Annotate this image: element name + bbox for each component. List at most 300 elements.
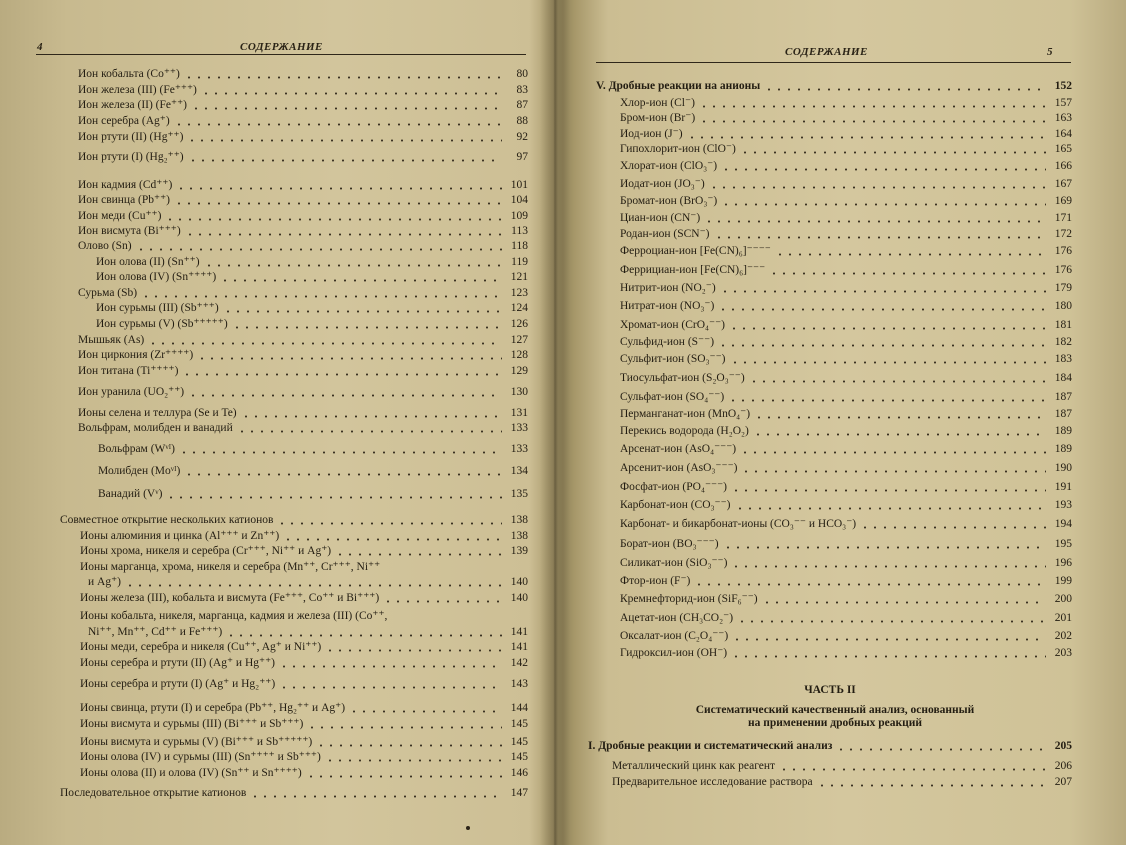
toc-entry: [620, 351, 1072, 367]
toc-entry-title: Перманганат-ион (MnO₄⁻): [620, 408, 751, 420]
toc-entry: [78, 208, 528, 224]
toc-entry: [620, 262, 1072, 278]
dot-leader: [737, 620, 1046, 623]
toc-entry: [78, 238, 528, 254]
toc-entry-title: Ионы олова (IV) и сурьмы (III) (Sn⁺⁺⁺⁺ и Sb⁺⁺⁺): [80, 751, 321, 763]
toc-entry: [620, 441, 1072, 457]
toc-entry-title: Борат-ион (BO₃⁻⁻⁻): [620, 538, 719, 550]
dot-leader: [283, 538, 502, 541]
toc-entry-title: Ионы марганца, хрома, никеля и серебра (Mn⁺⁺, Cr⁺⁺⁺, Ni⁺⁺: [80, 561, 381, 573]
toc-entry-title: Ионы хрома, никеля и серебра (Cr⁺⁺⁺, Ni⁺⁺ и Ag⁺): [80, 545, 332, 557]
toc-entry-page-number: 127: [510, 334, 528, 346]
page-speck: [466, 826, 470, 830]
toc-entry-page-number: 140: [510, 576, 528, 588]
dot-leader: [136, 248, 502, 251]
dot-leader: [191, 107, 502, 110]
toc-entry: [620, 243, 1072, 259]
toc-entry: [620, 95, 1072, 111]
toc-entry: [620, 370, 1072, 386]
toc-entry: [88, 574, 528, 590]
dot-leader: [174, 123, 502, 126]
toc-entry: [96, 254, 528, 270]
toc-entry-title: Сульфид-ион (S⁻⁻): [620, 336, 715, 348]
toc-entry-page-number: 145: [510, 736, 528, 748]
toc-entry-page-number: 196: [1054, 557, 1072, 569]
toc-entry-page-number: 180: [1054, 300, 1072, 312]
toc-entry-title: Ион железа (II) (Fe⁺⁺): [78, 99, 187, 111]
toc-entry-title: Нитрит-ион (NO₂⁻): [620, 282, 716, 294]
toc-entry-page-number: 167: [1054, 178, 1072, 190]
toc-entry-page-number: 199: [1054, 575, 1072, 587]
toc-entry: [620, 628, 1072, 644]
toc-entry-title: Гидроксил-ион (OH⁻): [620, 647, 728, 659]
toc-entry: [78, 384, 528, 400]
toc-entry: [78, 223, 528, 239]
toc-entry-page-number: 141: [510, 641, 528, 653]
toc-entry-title: Фтор-ион (F⁻): [620, 575, 691, 587]
toc-entry-page-number: 83: [516, 84, 528, 96]
toc-entry-page-number: 141: [510, 626, 528, 638]
toc-entry-page-number: 179: [1054, 282, 1072, 294]
dot-leader: [148, 342, 502, 345]
toc-entry: [620, 573, 1072, 589]
toc-entry-page-number: 92: [516, 131, 528, 143]
toc-entry-page-number: 145: [510, 718, 528, 730]
toc-entry-page-number: 138: [510, 530, 528, 542]
left-header-rule: [36, 54, 526, 55]
toc-entry-title: Ионы висмута и сурьмы (V) (Bi⁺⁺⁺ и Sb⁺⁺⁺⁺⁺): [80, 736, 313, 748]
dot-leader: [860, 526, 1046, 529]
toc-entry: [620, 298, 1072, 314]
toc-entry-title: Фосфат-ион (PO₄⁻⁻⁻): [620, 481, 727, 493]
toc-entry-page-number: 195: [1054, 538, 1072, 550]
toc-entry-title: Последовательное открытие катионов: [60, 787, 247, 799]
toc-entry: [78, 129, 528, 145]
dot-leader: [740, 151, 1046, 154]
dot-leader: [836, 748, 1046, 751]
toc-entry-title: Ацетат-ион (CH₃CO₂⁻): [620, 612, 734, 624]
toc-entry-title: I. Дробные реакции и систематический анализ: [588, 740, 833, 752]
toc-entry-title: Иодат-ион (JO₃⁻): [620, 178, 705, 190]
dot-leader: [740, 451, 1046, 454]
toc-entry-page-number: 135: [510, 488, 528, 500]
toc-entry-page-number: 121: [510, 271, 528, 283]
toc-entry-title: Перекись водорода (H₂O₂): [620, 425, 749, 437]
dot-leader: [188, 159, 502, 162]
toc-entry-page-number: 202: [1054, 630, 1072, 642]
toc-entry-title: Сурьма (Sb): [78, 287, 138, 299]
left-page-number: 4: [37, 41, 43, 53]
dot-leader: [762, 601, 1046, 604]
toc-entry-title: Ион свинца (Pb⁺⁺): [78, 194, 171, 206]
toc-entry-title: Предварительное исследование раствора: [612, 776, 813, 788]
dot-leader: [307, 726, 502, 729]
dot-leader: [709, 186, 1046, 189]
toc-entry-title: Ванадий (Vᵛ): [98, 488, 163, 500]
dot-leader: [721, 168, 1046, 171]
toc-entry-title: Ион ртути (I) (Hg₂⁺⁺): [78, 151, 184, 163]
toc-entry-page-number: 157: [1054, 97, 1072, 109]
toc-entry-title: Бромат-ион (BrO₃⁻): [620, 195, 718, 207]
toc-entry-page-number: 171: [1054, 212, 1072, 224]
toc-entry-page-number: 189: [1054, 443, 1072, 455]
toc-entry: [620, 497, 1072, 513]
toc-entry-page-number: 131: [510, 407, 528, 419]
toc-entry-title: Ион уранила (UO₂⁺⁺): [78, 386, 185, 398]
toc-entry-page-number: 187: [1054, 391, 1072, 403]
toc-entry: [78, 347, 528, 363]
toc-entry: [620, 110, 1072, 126]
dot-leader: [165, 218, 502, 221]
toc-entry: [620, 193, 1072, 209]
dot-leader: [721, 203, 1046, 206]
toc-entry-title: Ионы алюминия и цинка (Al⁺⁺⁺ и Zn⁺⁺): [80, 530, 280, 542]
toc-entry-page-number: 128: [510, 349, 528, 361]
dot-leader: [741, 470, 1046, 473]
toc-entry: [78, 363, 528, 379]
dot-leader: [754, 416, 1046, 419]
toc-entry-page-number: 169: [1054, 195, 1072, 207]
toc-entry: [96, 316, 528, 332]
toc-entry-title: Иод-ион (J⁻): [620, 128, 683, 140]
toc-entry: [620, 610, 1072, 626]
toc-entry-title: Бром-ион (Br⁻): [620, 112, 696, 124]
toc-entry: [612, 774, 1072, 790]
toc-entry-page-number: 88: [516, 115, 528, 127]
right-running-head: СОДЕРЖАНИЕ: [785, 46, 868, 58]
dot-leader: [749, 380, 1046, 383]
toc-entry: [80, 543, 528, 559]
dot-leader: [204, 264, 502, 267]
toc-entry: [620, 423, 1072, 439]
toc-entry-title: Карбонат-ион (CO₃⁻⁻): [620, 499, 731, 511]
toc-entry-page-number: 145: [510, 751, 528, 763]
toc-entry: [612, 758, 1072, 774]
toc-entry: [80, 608, 528, 624]
toc-entry-title: Вольфрам (Wᵛᴵ): [98, 443, 175, 455]
toc-entry-title: Ион кадмия (Cd⁺⁺): [78, 179, 173, 191]
toc-entry-title: Ni⁺⁺, Mn⁺⁺, Cd⁺⁺ и Fe⁺⁺⁺): [88, 626, 223, 638]
toc-entry: [80, 590, 528, 606]
dot-leader: [125, 584, 502, 587]
dot-leader: [226, 634, 502, 637]
toc-entry-title: Ион олова (IV) (Sn⁺⁺⁺⁺): [96, 271, 217, 283]
dot-leader: [729, 327, 1046, 330]
toc-entry-page-number: 80: [516, 68, 528, 80]
dot-leader: [817, 784, 1046, 787]
dot-leader: [179, 451, 502, 454]
dot-leader: [220, 279, 502, 282]
dot-leader: [753, 433, 1046, 436]
dot-leader: [731, 565, 1046, 568]
dot-leader: [174, 202, 502, 205]
part-subtitle-line-2: на применении дробных реакций: [747, 717, 923, 729]
dot-leader: [241, 415, 502, 418]
dot-leader: [185, 233, 502, 236]
dot-leader: [184, 76, 502, 79]
toc-entry: [98, 441, 528, 457]
toc-entry-page-number: 119: [511, 256, 528, 268]
toc-entry-page-number: 142: [510, 657, 528, 669]
part-subtitle-line-1: Систематический качественный анализ, основанный: [695, 704, 975, 716]
toc-entry-page-number: 189: [1054, 425, 1072, 437]
toc-entry: [620, 334, 1072, 350]
toc-entry-title: Оксалат-ион (C₂O₄⁻⁻): [620, 630, 729, 642]
toc-entry-page-number: 109: [510, 210, 528, 222]
dot-leader: [176, 187, 502, 190]
toc-entry: [620, 280, 1072, 296]
toc-entry-title: Ион железа (III) (Fe⁺⁺⁺): [78, 84, 197, 96]
toc-entry-page-number: 146: [510, 767, 528, 779]
toc-entry: [80, 734, 528, 750]
toc-entry-page-number: 205: [1054, 740, 1072, 752]
toc-entry: [620, 536, 1072, 552]
toc-entry-page-number: 144: [510, 702, 528, 714]
toc-entry-page-number: 101: [510, 179, 528, 191]
toc-entry: [60, 785, 528, 801]
dot-leader: [730, 361, 1046, 364]
toc-entry: [80, 716, 528, 732]
toc-entry: [78, 332, 528, 348]
toc-entry-page-number: 97: [516, 151, 528, 163]
toc-entry: [60, 512, 528, 528]
dot-leader: [732, 638, 1046, 641]
toc-entry: [98, 463, 528, 479]
toc-entry: [78, 82, 528, 98]
toc-entry-page-number: 104: [510, 194, 528, 206]
dot-leader: [718, 344, 1046, 347]
toc-entry-page-number: 207: [1054, 776, 1072, 788]
toc-entry-title: Кремнефторид-ион (SiF₆⁻⁻): [620, 593, 758, 605]
toc-entry: [620, 317, 1072, 333]
toc-entry-page-number: 172: [1054, 228, 1072, 240]
toc-entry-title: Арсенат-ион (AsO₄⁻⁻⁻): [620, 443, 737, 455]
toc-entry: [620, 141, 1072, 157]
toc-entry-page-number: 184: [1054, 372, 1072, 384]
toc-entry-page-number: 126: [510, 318, 528, 330]
toc-entry-page-number: 206: [1054, 760, 1072, 772]
toc-entry: [80, 655, 528, 671]
toc-entry-title: Ион сурьмы (III) (Sb⁺⁺⁺): [96, 302, 219, 314]
toc-entry: [98, 486, 528, 502]
toc-entry: [96, 300, 528, 316]
dot-leader: [184, 473, 502, 476]
toc-entry-page-number: 143: [510, 678, 528, 690]
dot-leader: [325, 759, 502, 762]
toc-entry: [78, 66, 528, 82]
dot-leader: [779, 768, 1046, 771]
toc-entry: [80, 559, 528, 575]
toc-entry-title: Арсенит-ион (AsO₃⁻⁻⁻): [620, 462, 738, 474]
toc-entry-page-number: 130: [510, 386, 528, 398]
toc-entry: [78, 420, 528, 436]
toc-entry: [78, 285, 528, 301]
toc-entry: [78, 97, 528, 113]
toc-entry-title: Тиосульфат-ион (S₂O₃⁻⁻): [620, 372, 745, 384]
dot-leader: [316, 744, 502, 747]
toc-entry-title: Ионы кобальта, никеля, марганца, кадмия и железа (III) (Co⁺⁺,: [80, 610, 388, 622]
toc-entry-page-number: 190: [1054, 462, 1072, 474]
toc-entry: [620, 389, 1072, 405]
right-header-rule: [596, 62, 1071, 63]
dot-leader: [699, 120, 1046, 123]
dot-leader: [769, 272, 1046, 275]
toc-entry-title: Ионы олова (II) и олова (IV) (Sn⁺⁺ и Sn⁺⁺⁺⁺): [80, 767, 302, 779]
toc-entry-title: Хлор-ион (Cl⁻): [620, 97, 695, 109]
toc-entry-title: Карбонат- и бикарбонат-ионы (CO₃⁻⁻ и HCO₃⁻): [620, 518, 857, 530]
toc-entry-title: Ион сурьмы (V) (Sb⁺⁺⁺⁺⁺): [96, 318, 228, 330]
toc-entry-title: Ионы меди, серебра и никеля (Cu⁺⁺, Ag⁺ и Ni⁺⁺): [80, 641, 322, 653]
toc-entry: [620, 479, 1072, 495]
toc-entry-title: Ион циркония (Zr⁺⁺⁺⁺): [78, 349, 194, 361]
toc-entry-page-number: 133: [510, 422, 528, 434]
toc-entry: [78, 192, 528, 208]
toc-entry-title: Мышьяк (As): [78, 334, 145, 346]
toc-entry-title: Циан-ион (CN⁻): [620, 212, 701, 224]
toc-entry-title: Ион титана (Ti⁺⁺⁺⁺): [78, 365, 179, 377]
toc-entry-page-number: 129: [510, 365, 528, 377]
toc-entry-page-number: 200: [1054, 593, 1072, 605]
toc-entry-page-number: 191: [1054, 481, 1072, 493]
toc-entry-page-number: 138: [510, 514, 528, 526]
section-heading-fractional-reactions: [588, 738, 1072, 754]
toc-entry: [80, 765, 528, 781]
toc-entry-page-number: 87: [516, 99, 528, 111]
toc-entry-page-number: 163: [1054, 112, 1072, 124]
dot-leader: [699, 105, 1046, 108]
toc-entry-page-number: 139: [510, 545, 528, 557]
toc-entry-page-number: 194: [1054, 518, 1072, 530]
toc-entry-title: Ион меди (Cu⁺⁺): [78, 210, 162, 222]
dot-leader: [232, 326, 502, 329]
dot-leader: [731, 655, 1046, 658]
toc-entry-page-number: 203: [1054, 647, 1072, 659]
dot-leader: [279, 686, 502, 689]
left-page: [0, 0, 556, 845]
dot-leader: [187, 139, 502, 142]
toc-entry-page-number: 176: [1054, 264, 1072, 276]
toc-entry: [620, 591, 1072, 607]
dot-leader: [277, 522, 502, 525]
toc-entry-page-number: 166: [1054, 160, 1072, 172]
toc-entry: [80, 639, 528, 655]
toc-entry-title: Ион серебра (Ag⁺): [78, 115, 170, 127]
right-page: [560, 0, 1126, 845]
toc-entry-page-number: 176: [1054, 245, 1072, 257]
toc-entry-title: Ферроциан-ион [Fe(CN)₆]⁻⁻⁻⁻: [620, 245, 771, 257]
toc-entry-title: Сульфит-ион (SO₃⁻⁻): [620, 353, 726, 365]
dot-leader: [775, 253, 1046, 256]
dot-leader: [250, 795, 502, 798]
dot-leader: [731, 489, 1046, 492]
toc-entry-page-number: 165: [1054, 143, 1072, 155]
toc-entry: [78, 149, 528, 165]
toc-entry: [80, 700, 528, 716]
toc-entry-page-number: 193: [1054, 499, 1072, 511]
toc-entry: [620, 645, 1072, 661]
dot-leader: [237, 430, 502, 433]
toc-entry-page-number: 124: [510, 302, 528, 314]
dot-leader: [764, 88, 1046, 91]
toc-entry-title: Ион кобальта (Co⁺⁺): [78, 68, 180, 80]
dot-leader: [687, 136, 1046, 139]
toc-entry: [620, 210, 1072, 226]
toc-entry: [620, 158, 1072, 174]
toc-entry-title: Олово (Sn): [78, 240, 132, 252]
toc-entry-title: Ион ртути (II) (Hg⁺⁺): [78, 131, 184, 143]
right-page-number: 5: [1047, 46, 1053, 58]
toc-entry-title: Хромат-ион (CrO₄⁻⁻): [620, 319, 725, 331]
toc-entry-title: Ионы свинца, ртути (I) и серебра (Pb⁺⁺, Hg₂⁺⁺ и Ag⁺): [80, 702, 346, 714]
dot-leader: [325, 649, 502, 652]
toc-entry: [96, 269, 528, 285]
toc-entry-title: Ион висмута (Bi⁺⁺⁺): [78, 225, 181, 237]
toc-entry-page-number: 181: [1054, 319, 1072, 331]
section-heading-anions: [596, 78, 1072, 94]
toc-entry: [80, 676, 528, 692]
toc-entry-page-number: 134: [510, 465, 528, 477]
dot-leader: [694, 583, 1046, 586]
toc-entry-title: Сульфат-ион (SO₄⁻⁻): [620, 391, 725, 403]
toc-entry-title: Ионы серебра и ртути (II) (Ag⁺ и Hg⁺⁺): [80, 657, 275, 669]
toc-entry: [88, 624, 528, 640]
toc-entry: [620, 555, 1072, 571]
toc-entry-title: Ион олова (II) (Sn⁺⁺): [96, 256, 200, 268]
dot-leader: [197, 357, 502, 360]
toc-entry: [620, 176, 1072, 192]
toc-entry-page-number: 164: [1054, 128, 1072, 140]
toc-entry-title: Силикат-ион (SiO₃⁻⁻): [620, 557, 728, 569]
toc-entry-title: Ионы селена и теллура (Se и Te): [78, 407, 237, 419]
toc-entry-page-number: 183: [1054, 353, 1072, 365]
toc-entry-page-number: 187: [1054, 408, 1072, 420]
toc-entry-title: Феррициан-ион [Fe(CN)₆]⁻⁻⁻: [620, 264, 766, 276]
dot-leader: [188, 394, 502, 397]
dot-leader: [279, 665, 502, 668]
toc-entry-title: Ионы серебра и ртути (I) (Ag⁺ и Hg₂⁺⁺): [80, 678, 276, 690]
dot-leader: [306, 775, 502, 778]
toc-entry-page-number: 140: [510, 592, 528, 604]
dot-leader: [714, 236, 1046, 239]
dot-leader: [728, 399, 1046, 402]
dot-leader: [166, 496, 502, 499]
toc-entry-title: Гипохлорит-ион (ClO⁻): [620, 143, 736, 155]
dot-leader: [718, 308, 1046, 311]
dot-leader: [704, 220, 1046, 223]
dot-leader: [335, 553, 502, 556]
toc-entry-title: Ионы висмута и сурьмы (III) (Bi⁺⁺⁺ и Sb⁺⁺⁺): [80, 718, 304, 730]
toc-entry: [80, 528, 528, 544]
toc-entry: [620, 226, 1072, 242]
dot-leader: [383, 600, 502, 603]
toc-entry: [620, 126, 1072, 142]
toc-entry-title: Хлорат-ион (ClO₃⁻): [620, 160, 718, 172]
toc-entry-page-number: 118: [511, 240, 528, 252]
toc-entry: [620, 406, 1072, 422]
toc-entry-page-number: 133: [510, 443, 528, 455]
toc-entry-page-number: 201: [1054, 612, 1072, 624]
toc-entry: [80, 749, 528, 765]
toc-entry-title: V. Дробные реакции на анионы: [596, 80, 761, 92]
toc-entry: [620, 460, 1072, 476]
toc-entry: [78, 113, 528, 129]
toc-entry-title: Родан-ион (SCN⁻): [620, 228, 710, 240]
toc-entry: [78, 177, 528, 193]
toc-entry-title: Металлический цинк как реагент: [612, 760, 776, 772]
dot-leader: [720, 290, 1046, 293]
toc-entry-page-number: 123: [510, 287, 528, 299]
toc-entry-page-number: 152: [1054, 80, 1072, 92]
